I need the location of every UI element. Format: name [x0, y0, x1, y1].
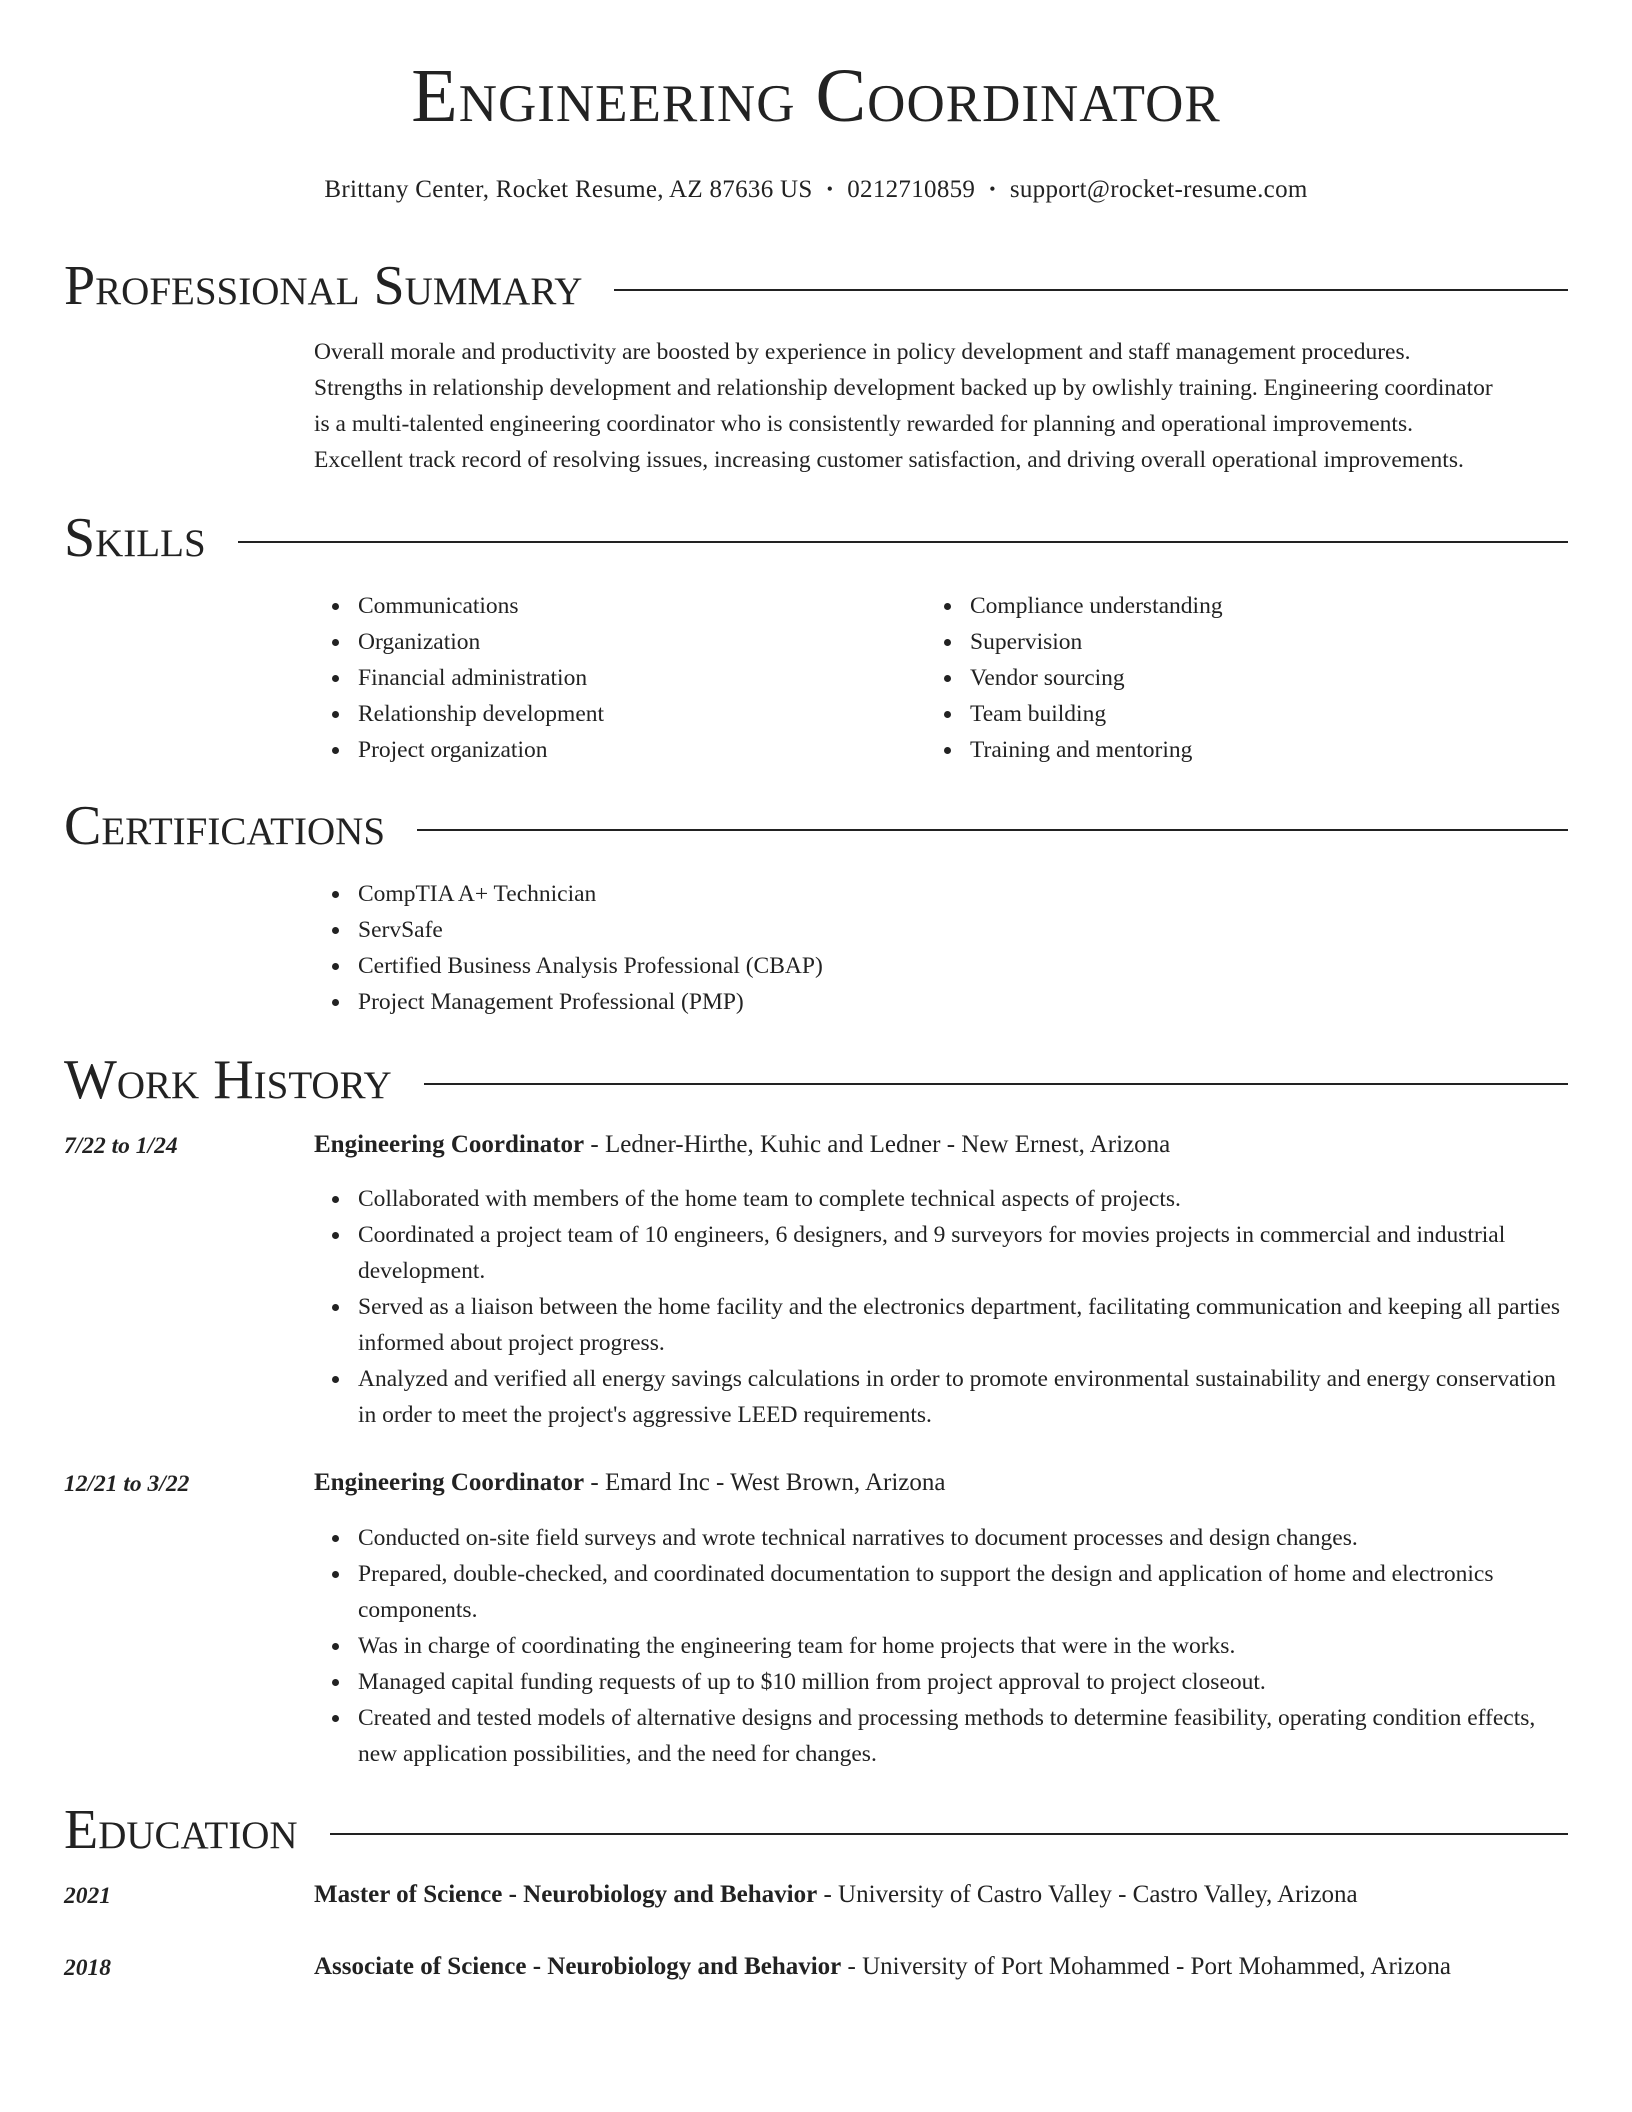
summary-line: Strengths in relationship development and relationship development backed up by owlishly training. Engineering coordinator	[314, 375, 1493, 401]
job-bullet: Managed capital funding requests of up to $10 million from project approval to project closeout.	[358, 1664, 1568, 1700]
section-title-skills: Skills	[64, 507, 206, 569]
job-bullets	[314, 1520, 1568, 1772]
skill-item: Supervision	[970, 624, 1223, 660]
section-header-summary	[64, 255, 1568, 317]
section-header-education	[64, 1799, 1568, 1861]
job-title: Engineering Coordinator	[314, 1469, 585, 1496]
education-school: - University of Castro Valley - Castro Valley, Arizona	[817, 1881, 1358, 1908]
education-degree: Master of Science - Neurobiology and Behavior	[314, 1881, 818, 1908]
skill-item: Team building	[970, 696, 1223, 732]
job-company: - Ledner-Hirthe, Kuhic and Ledner - New Ernest, Arizona	[584, 1131, 1171, 1158]
contact-line	[0, 176, 1632, 204]
job-company: - Emard Inc - West Brown, Arizona	[584, 1469, 946, 1496]
section-title-education: Education	[64, 1799, 298, 1861]
job-bullet: Was in charge of coordinating the engineering team for home projects that were in the works.	[358, 1628, 1568, 1664]
section-title-work-history: Work History	[64, 1049, 392, 1111]
job-title: Engineering Coordinator	[314, 1131, 585, 1158]
job-dates: 12/21 to 3/22	[64, 1471, 190, 1497]
summary-line: Overall morale and productivity are boosted by experience in policy development and staff management procedures.	[314, 339, 1411, 365]
skill-item: Organization	[358, 624, 604, 660]
contact-phone: 0212710859	[847, 176, 976, 203]
summary-text	[314, 334, 1568, 478]
certification-item: CompTIA A+ Technician	[358, 876, 1568, 912]
section-divider	[614, 289, 1568, 291]
contact-address: Brittany Center, Rocket Resume, AZ 87636 US	[324, 176, 813, 203]
job-bullet: Prepared, double-checked, and coordinated documentation to support the design and application of home and electronics components.	[358, 1556, 1568, 1628]
education-heading	[314, 1881, 1568, 1909]
education-heading	[314, 1953, 1568, 1981]
education-degree: Associate of Science - Neurobiology and Behavior	[314, 1953, 842, 1980]
contact-email[interactable]: support@rocket-resume.com	[1009, 176, 1308, 203]
skills-list-right	[926, 588, 1223, 768]
job-bullet: Conducted on-site field surveys and wrote technical narratives to document processes and design changes.	[358, 1520, 1568, 1556]
section-divider	[424, 1083, 1568, 1085]
skill-item: Financial administration	[358, 660, 604, 696]
section-header-work-history	[64, 1049, 1568, 1111]
certifications-list	[314, 876, 1568, 1020]
job-dates: 7/22 to 1/24	[64, 1133, 178, 1159]
certification-item: Project Management Professional (PMP)	[358, 984, 1568, 1020]
summary-line: Excellent track record of resolving issues, increasing customer satisfaction, and driving overall operational improvements.	[314, 447, 1464, 473]
certification-item: ServSafe	[358, 912, 1568, 948]
skill-item: Project organization	[358, 732, 604, 768]
education-school: - University of Port Mohammed - Port Mohammed, Arizona	[841, 1953, 1451, 1980]
certification-item: Certified Business Analysis Professional (CBAP)	[358, 948, 1568, 984]
skills-list-left	[314, 588, 604, 768]
education-year: 2018	[64, 1955, 111, 1981]
job-heading	[314, 1131, 1568, 1159]
section-divider	[238, 541, 1568, 543]
summary-line: is a multi-talented engineering coordinator who is consistently rewarded for planning and operational improvements.	[314, 411, 1413, 437]
job-heading	[314, 1469, 1568, 1497]
skill-item: Vendor sourcing	[970, 660, 1223, 696]
education-year: 2021	[64, 1883, 111, 1909]
skill-item: Compliance understanding	[970, 588, 1223, 624]
job-bullets	[314, 1181, 1568, 1433]
job-bullet: Coordinated a project team of 10 engineers, 6 designers, and 9 surveyors for movies projects in commercial and industrial development.	[358, 1217, 1568, 1289]
section-divider	[417, 829, 1568, 831]
contact-separator: •	[826, 179, 834, 199]
contact-separator: •	[989, 179, 996, 199]
skill-item: Relationship development	[358, 696, 604, 732]
job-bullet: Analyzed and verified all energy savings calculations in order to promote environmental sustainability and energy conservation in order to meet the project's aggressive LEED requirements.	[358, 1361, 1568, 1433]
section-title-summary: Professional Summary	[64, 255, 583, 317]
section-divider	[330, 1833, 1568, 1835]
skill-item: Training and mentoring	[970, 732, 1223, 768]
resume-name: Engineering Coordinator	[411, 54, 1221, 138]
job-bullet: Created and tested models of alternative designs and processing methods to determine feasibility, operating condition effects, new application possibilities, and the need for changes.	[358, 1700, 1568, 1772]
job-bullet: Served as a liaison between the home facility and the electronics department, facilitating communication and keeping all parties informed about project progress.	[358, 1289, 1568, 1361]
section-header-skills	[64, 507, 1568, 569]
job-bullet: Collaborated with members of the home team to complete technical aspects of projects.	[358, 1181, 1568, 1217]
section-header-certifications	[64, 795, 1568, 857]
skill-item: Communications	[358, 588, 604, 624]
section-title-certifications: Certifications	[64, 795, 386, 857]
